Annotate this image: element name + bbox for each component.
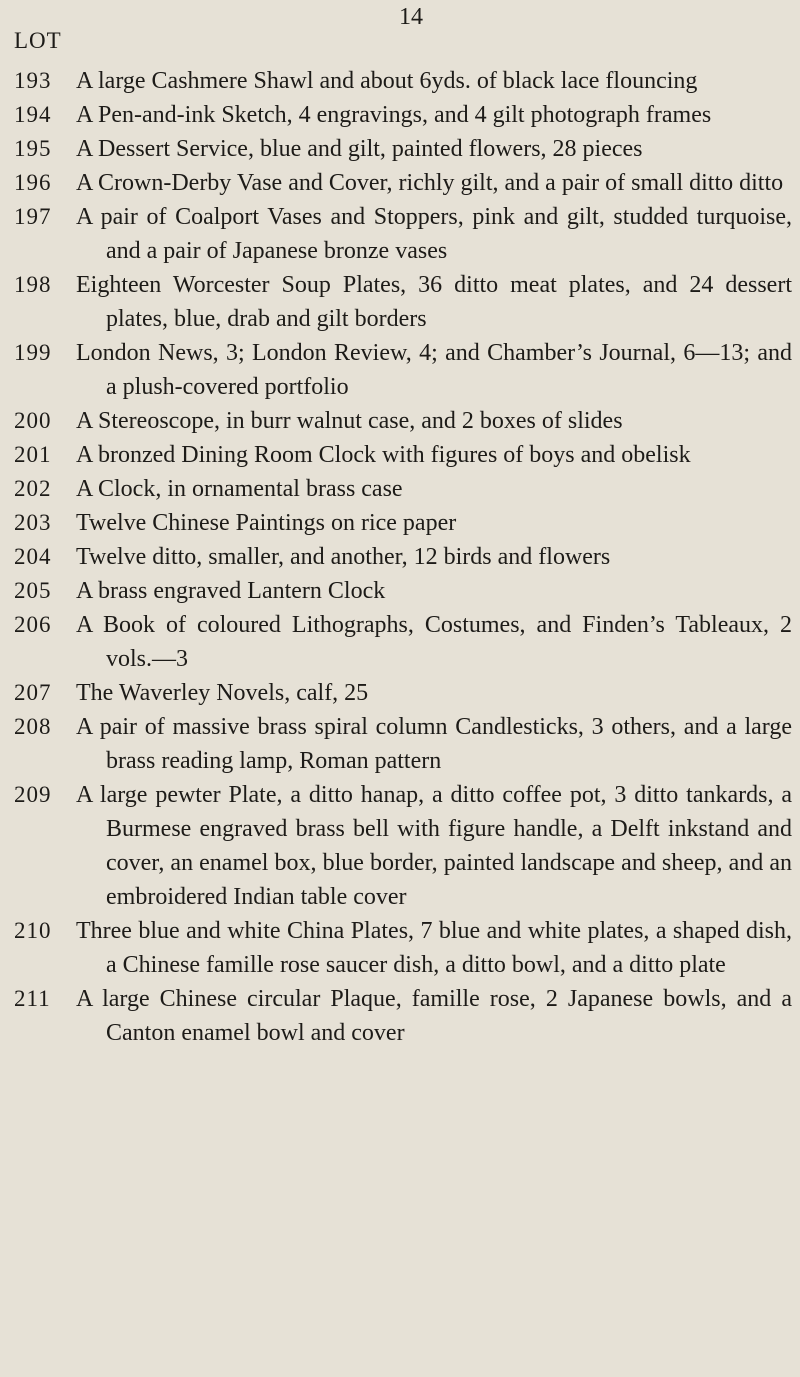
- lot-number: 202: [14, 476, 52, 501]
- lot-entry: [0, 676, 800, 710]
- lot-number: 209: [14, 782, 52, 807]
- lot-description: A Crown-Derby Vase and Cover, richly gilt, and a pair of small ditto ditto: [76, 170, 784, 196]
- lot-description: Three blue and white China Plates, 7 blue and white plates, a shaped dish, a Chinese famille rose saucer dish, a ditto bowl, and a ditto plate: [76, 918, 792, 978]
- lot-entry: [0, 506, 800, 540]
- lot-description: The Waverley Novels, calf, 25: [76, 680, 369, 706]
- lot-entry: [0, 166, 800, 200]
- lot-description: Twelve ditto, smaller, and another, 12 birds and flowers: [76, 544, 611, 570]
- lot-description: A Pen-and-ink Sketch, 4 engravings, and 4 gilt photograph frames: [76, 102, 712, 128]
- lot-description: Twelve Chinese Paintings on rice paper: [76, 510, 457, 536]
- lot-description: A large pewter Plate, a ditto hanap, a ditto coffee pot, 3 ditto tankards, a Burmese engraved brass bell with figure handle, a Delft inkstand and cover, an enamel box, blue border, painted landscape and sheep, and an embroidered Indian table cover: [76, 782, 792, 910]
- lot-entry: [0, 438, 800, 472]
- lot-description: Eighteen Worcester Soup Plates, 36 ditto meat plates, and 24 dessert plates, blue, drab and gilt borders: [76, 272, 792, 332]
- lot-entry: [0, 778, 800, 914]
- lot-list: [0, 64, 800, 1050]
- lot-entry: [0, 200, 800, 268]
- lot-number: 207: [14, 680, 52, 705]
- lot-number: 199: [14, 340, 52, 365]
- lot-number: 205: [14, 578, 52, 603]
- lot-entry: [0, 268, 800, 336]
- lot-entry: [0, 404, 800, 438]
- lot-entry: [0, 710, 800, 778]
- lot-entry: [0, 982, 800, 1050]
- lot-description: London News, 3; London Review, 4; and Chamber’s Journal, 6—13; and a plush-covered portfolio: [76, 340, 792, 400]
- lot-number: 198: [14, 272, 52, 297]
- lot-entry: [0, 540, 800, 574]
- lot-number: 211: [14, 986, 51, 1011]
- lot-entry: [0, 336, 800, 404]
- lot-description: A Book of coloured Lithographs, Costumes, and Finden’s Tableaux, 2 vols.—3: [76, 612, 792, 672]
- lot-entry: [0, 608, 800, 676]
- lot-number: 204: [14, 544, 52, 569]
- lot-number: 208: [14, 714, 52, 739]
- lot-description: A large Cashmere Shawl and about 6yds. of black lace flouncing: [76, 68, 698, 94]
- lot-entry: [0, 132, 800, 166]
- lot-description: A bronzed Dining Room Clock with figures of boys and obelisk: [76, 442, 691, 468]
- lot-description: A pair of Coalport Vases and Stoppers, pink and gilt, studded turquoise, and a pair of Japanese bronze vases: [76, 204, 792, 264]
- lot-description: A large Chinese circular Plaque, famille rose, 2 Japanese bowls, and a Canton enamel bowl and cover: [76, 986, 792, 1046]
- lot-entry: [0, 914, 800, 982]
- lot-entry: [0, 574, 800, 608]
- lot-entry: [0, 98, 800, 132]
- lot-number: 201: [14, 442, 52, 467]
- lot-description: A brass engraved Lantern Clock: [76, 578, 386, 604]
- lot-number: 196: [14, 170, 52, 195]
- lot-number: 193: [14, 68, 52, 93]
- lot-description: A Stereoscope, in burr walnut case, and 2 boxes of slides: [76, 408, 623, 434]
- lot-description: A Dessert Service, blue and gilt, painted flowers, 28 pieces: [76, 136, 643, 162]
- lot-description: A Clock, in ornamental brass case: [76, 476, 403, 502]
- lot-number: 197: [14, 204, 52, 229]
- lot-column-header: LOT: [14, 28, 62, 53]
- lot-number: 195: [14, 136, 52, 161]
- lot-number: 206: [14, 612, 52, 637]
- page-number: 14: [399, 4, 423, 30]
- lot-number: 203: [14, 510, 52, 535]
- lot-entry: [0, 472, 800, 506]
- lot-description: A pair of massive brass spiral column Candlesticks, 3 others, and a large brass reading lamp, Roman pattern: [76, 714, 792, 774]
- lot-entry: [0, 64, 800, 98]
- lot-number: 200: [14, 408, 52, 433]
- lot-number: 210: [14, 918, 52, 943]
- lot-number: 194: [14, 102, 52, 127]
